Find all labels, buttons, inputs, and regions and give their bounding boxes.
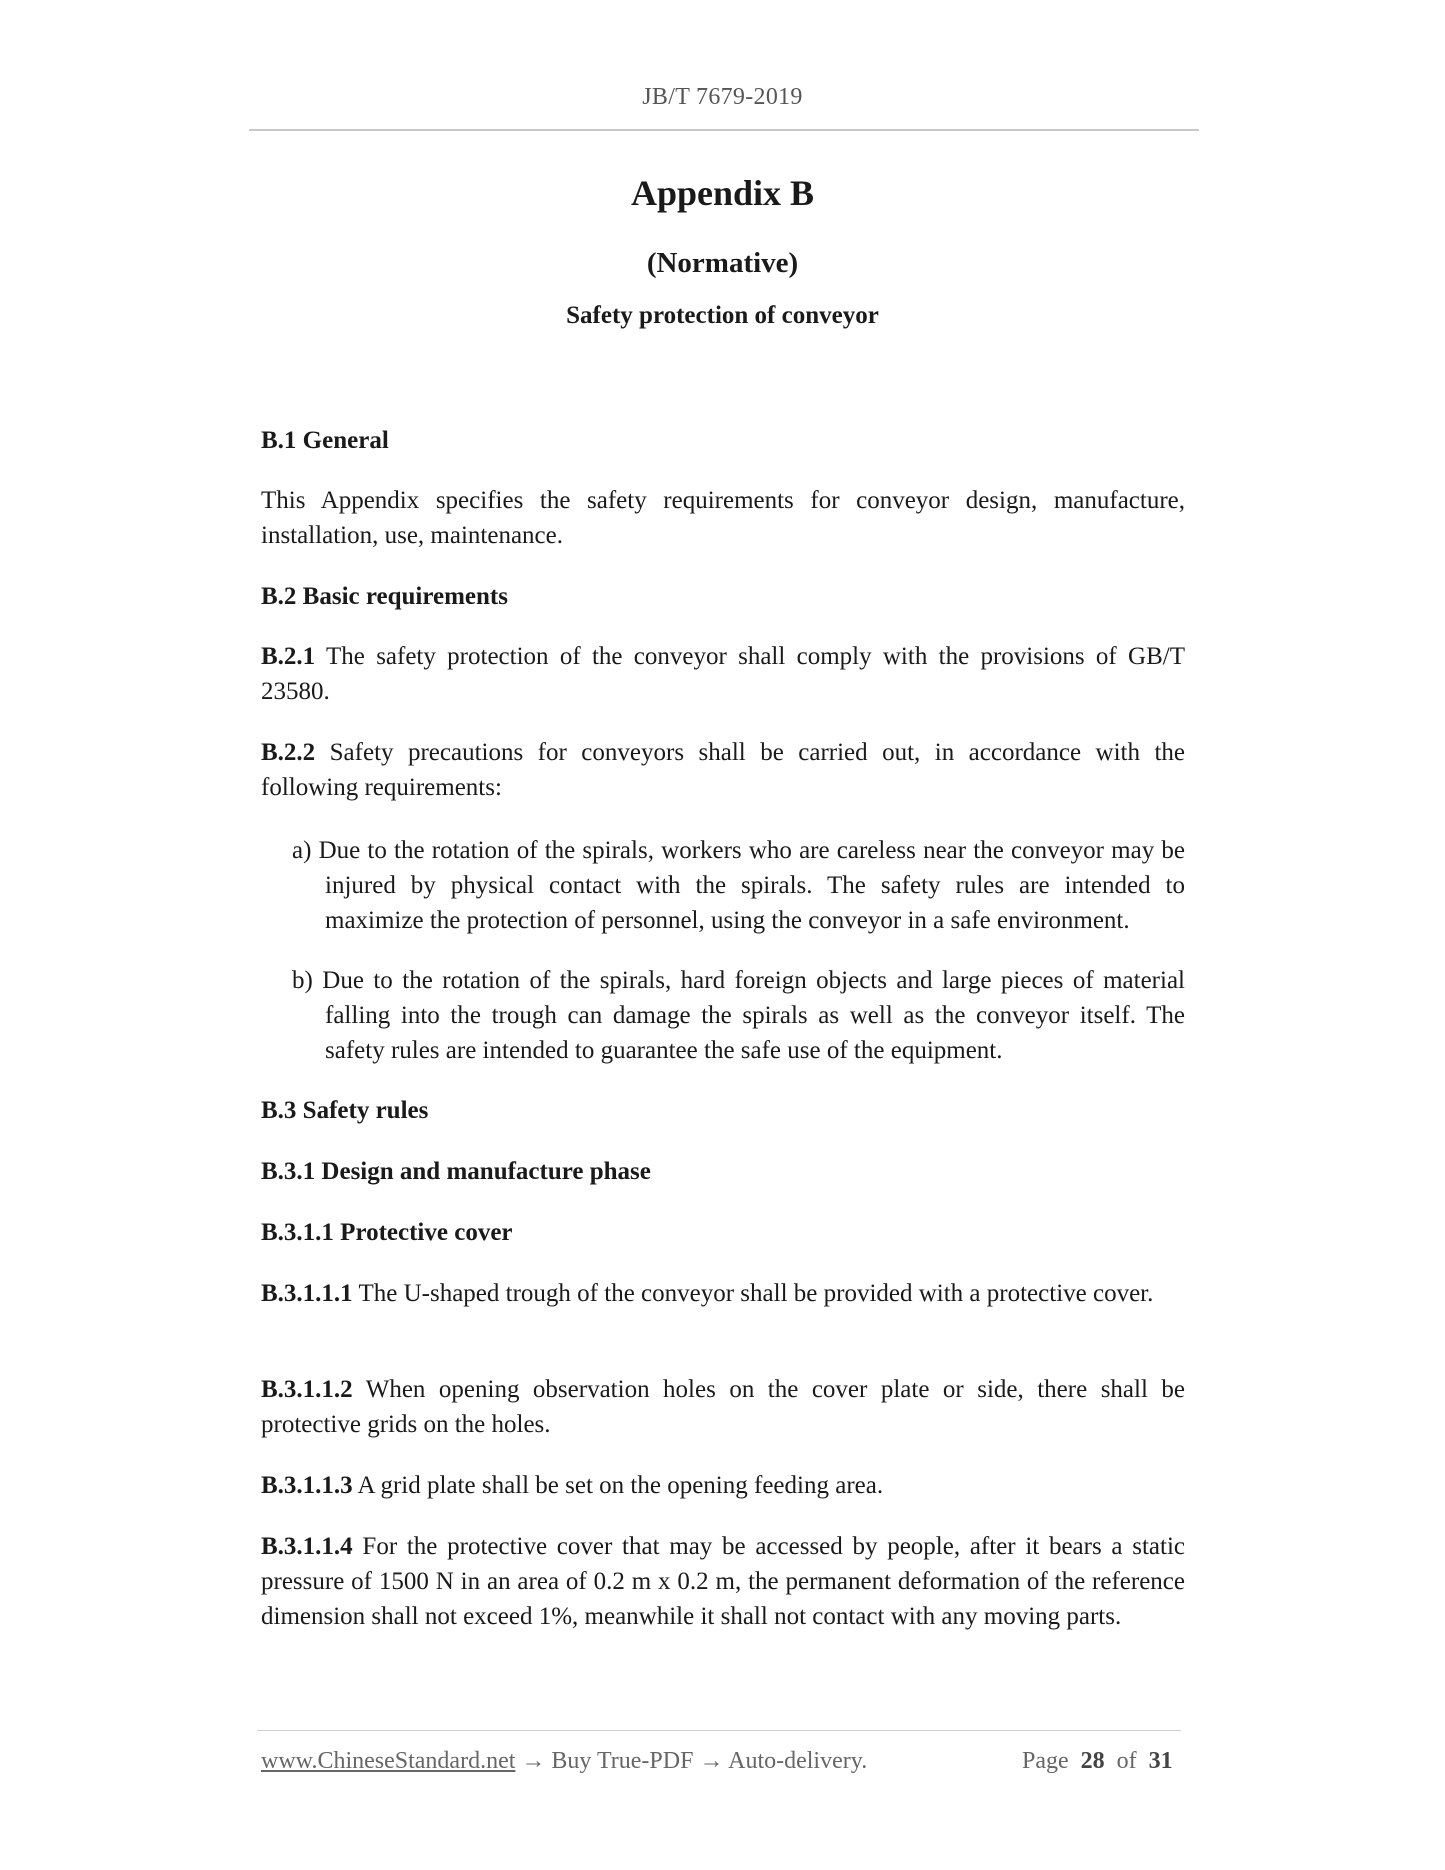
clause-number: B.3.1.1.4 [261, 1533, 353, 1560]
appendix-subject: Safety protection of conveyor [566, 302, 879, 329]
paragraph-b3114 [261, 1529, 1185, 1634]
paragraph-b21 [261, 639, 1185, 709]
document-code-header: JB/T 7679-2019 [642, 84, 803, 110]
paragraph-b3111 [261, 1276, 1185, 1311]
section-heading-b2: B.2 Basic requirements [261, 583, 508, 610]
website-link[interactable]: www.ChineseStandard.net [261, 1748, 516, 1774]
of-label: of [1116, 1748, 1137, 1774]
list-item-a: a) Due to the rotation of the spirals, workers who are careless near the conveyor may be injured by physical contact with the spirals. The safety rules are intended to maximize the protection of personnel, using the conveyor in a safe environment. [292, 837, 1185, 934]
section-heading-b311: B.3.1.1 Protective cover [261, 1219, 513, 1246]
list-item-b: b) Due to the rotation of the spirals, hard foreign objects and large pieces of material falling into the trough can damage the spirals as well as the conveyor itself. The safety rules are intended to guarantee the safe use of the equipment. [292, 967, 1185, 1064]
paragraph-b3113 [261, 1468, 1185, 1503]
clause-number: B.3.1.1.1 [261, 1280, 353, 1307]
page-total: 31 [1148, 1748, 1173, 1774]
page-indicator [1022, 1748, 1173, 1775]
page-number: 28 [1080, 1748, 1105, 1774]
paragraph-b1: This Appendix specifies the safety requirements for conveyor design, manufacture, installation, use, maintenance. [261, 487, 1185, 549]
clause-text: The safety protection of the conveyor shall comply with the provisions of GB/T 23580. [261, 643, 1185, 705]
section-heading-b31: B.3.1 Design and manufacture phase [261, 1158, 651, 1185]
clause-text: The U-shaped trough of the conveyor shall be provided with a protective cover. [352, 1280, 1154, 1307]
clause-number: B.2.2 [261, 739, 316, 766]
paragraph-b22 [261, 735, 1185, 805]
appendix-type: (Normative) [646, 247, 799, 279]
clause-number: B.3.1.1.2 [261, 1376, 353, 1403]
clause-text: A grid plate shall be set on the opening feeding area. [352, 1472, 884, 1499]
section-heading-b3: B.3 Safety rules [261, 1097, 429, 1124]
appendix-title: Appendix B [630, 173, 815, 213]
footer-promo-text: → Buy True-PDF → Auto-delivery. [515, 1748, 868, 1774]
clause-number: B.3.1.1.3 [261, 1472, 353, 1499]
clause-text: For the protective cover that may be accessed by people, after it bears a static pressure of 1500 N in an area of 0.2 m x 0.2 m, the permanent deformation of the reference dimension shall not exceed 1%, meanwhile it shall not contact with any moving parts. [261, 1533, 1185, 1630]
clause-text: When opening observation holes on the cover plate or side, there shall be protective grids on the holes. [261, 1376, 1185, 1438]
header-divider [249, 129, 1199, 131]
clause-text: Safety precautions for conveyors shall be carried out, in accordance with the following requirements: [261, 739, 1185, 801]
page-label: Page [1022, 1748, 1069, 1774]
footer-promo [261, 1748, 867, 1775]
clause-number: B.2.1 [261, 643, 316, 670]
footer-divider [257, 1730, 1181, 1731]
paragraph-b3112 [261, 1372, 1185, 1442]
section-heading-b1: B.1 General [261, 427, 389, 454]
